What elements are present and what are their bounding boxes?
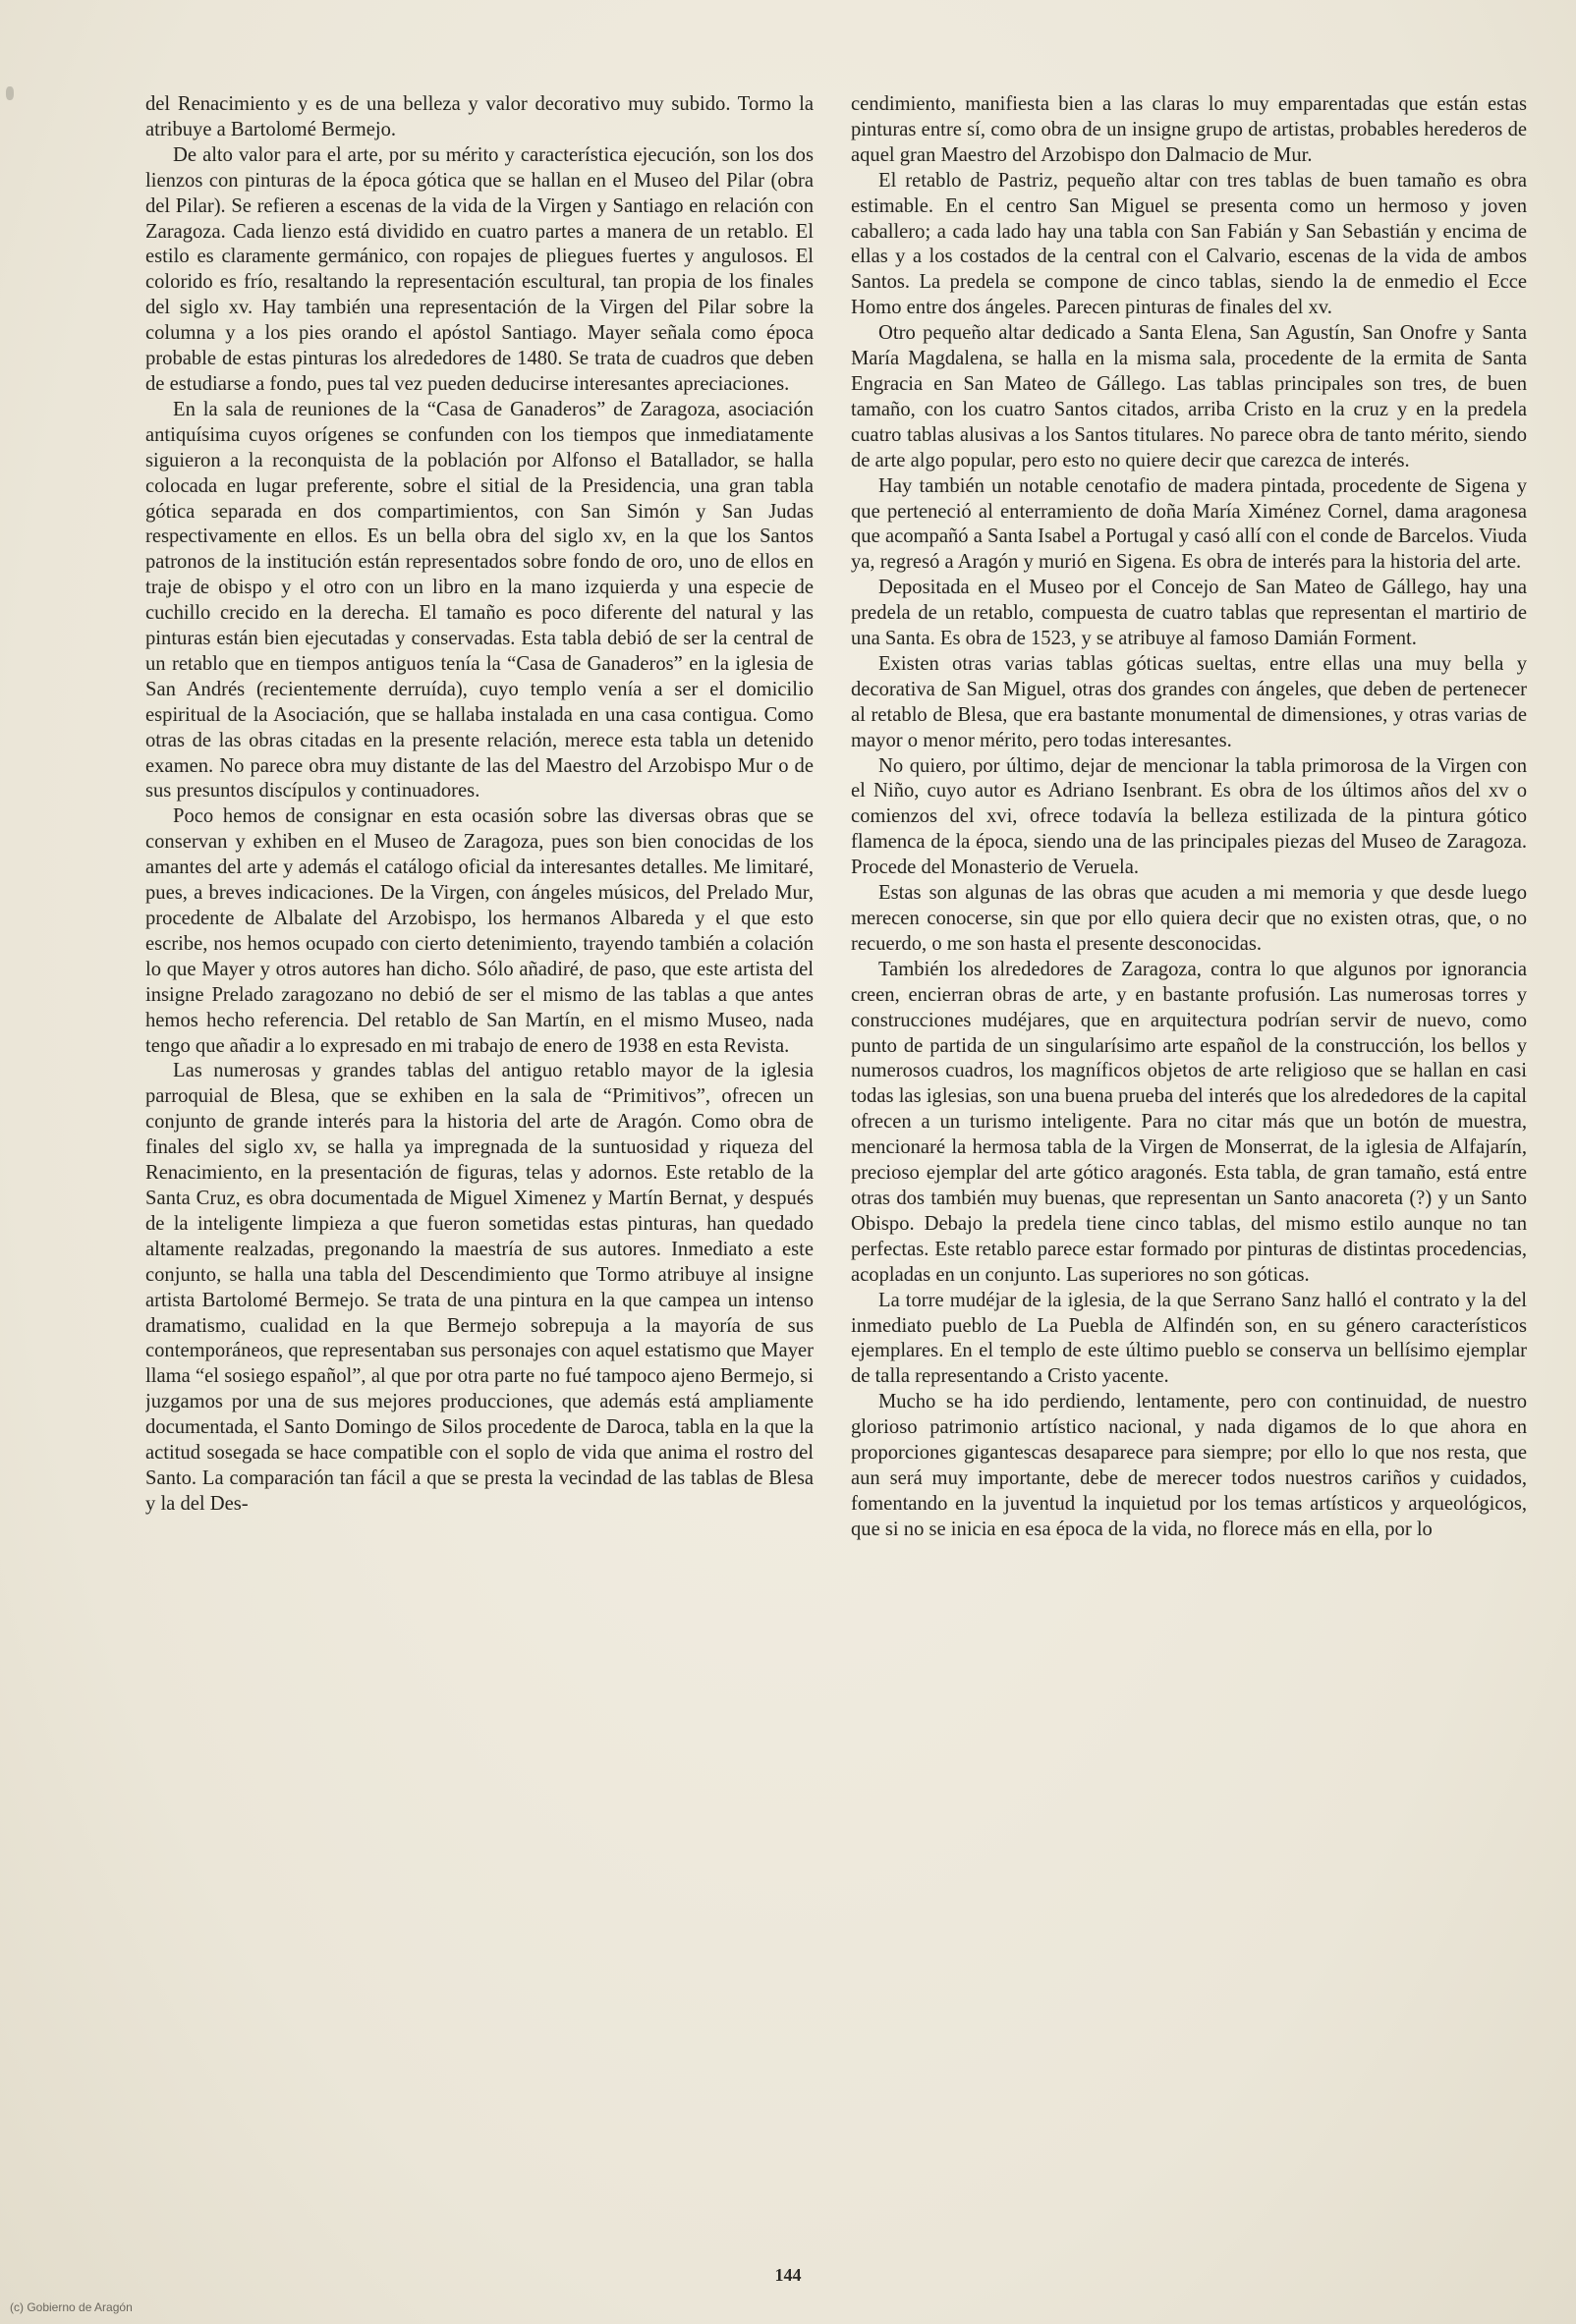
paragraph: La torre mudéjar de la iglesia, de la que Serrano Sanz halló el contrato y la del inmediato pueblo de La Puebla de Alfindén son, en su género característicos ejemplares. En el templo de este último pueblo se conserva un bellísimo ejemplar de talla representando a Cristo yacente. xyxy=(851,1289,1527,1388)
paragraph: cendimiento, manifiesta bien a las claras lo muy emparentadas que están estas pinturas entre sí, como obra de un insigne grupo de artistas, probables herederos de aquel gran Maestro del Arzobispo don Dalmacio de Mur. xyxy=(851,93,1527,166)
paragraph: del Renacimiento y es de una belleza y valor decorativo muy subido. Tormo la atribuye a Bartolomé Bermejo. xyxy=(145,93,814,140)
paragraph: Hay también un notable cenotafio de madera pintada, procedente de Sigena y que perteneció al enterramiento de doña María Ximénez Cornel, dama aragonesa que acompañó a Santa Isabel a Portugal y casó allí con el conde de Barcelos. Viuda ya, regresó a Aragón y murió en Sigena. Es obra de interés para la historia del arte. xyxy=(851,474,1527,574)
paragraph: Depositada en el Museo por el Concejo de San Mateo de Gállego, hay una predela de un retablo, compuesta de cuatro tablas que representan el martirio de una Santa. Es obra de 1523, y se atribuye al famoso Damián Forment. xyxy=(851,577,1527,650)
paragraph: Poco hemos de consignar en esta ocasión sobre las diversas obras que se conservan y exhiben en el Museo de Zaragoza, pues son bien conocidas de los amantes del arte y además el catálogo oficial da interesantes detalles. Me limitaré, pues, a breves indicaciones. De la Virgen, con ángeles músicos, del Prelado Mur, procedente de Albalate del Arzobispo, los hermanos Albareda y el que esto escribe, nos hemos ocupado con cierto detenimiento, trayendo también a colación lo que Mayer y otros autores han dicho. Sólo añadiré, de paso, que este artista del insigne Prelado zaragozano no debió de ser el mismo de las tablas a que antes hemos hecho referencia. Del retablo de San Martín, en el mismo Museo, nada tengo que añadir a lo expresado en mi trabajo de enero de 1938 en esta Revista. xyxy=(145,805,814,1057)
paragraph: También los alrededores de Zaragoza, contra lo que algunos por ignorancia creen, encierran obras de arte, y en bastante profusión. Las numerosas torres y construcciones mudéjares, que en arquitectura podrían servir de nuevo, como punto de partida de un singularísimo arte español de la construcción, los bellos y numerosos cuadros, los magníficos objetos de arte religioso que se hallan en casi todas las iglesias, son una buena prueba del interés que los alrededores de la capital ofrecen a un turismo inteligente. Para no citar más que un botón de muestra, mencionaré la hermosa tabla de la Virgen de Monserrat, de la iglesia de Alfajarín, precioso ejemplar del arte gótico aragonés. Esta tabla, de gran tamaño, está entre otras dos también muy buenas, que representan un Santo anacoreta (?) y un Santo Obispo. Debajo la predela tiene cinco tablas, del mismo estilo aunque no tan perfectas. Este retablo parece estar formado por pinturas de distintas procedencias, acopladas en un conjunto. Las superiores no son góticas. xyxy=(851,958,1527,1286)
page-number: 144 xyxy=(774,2265,802,2285)
paragraph: En la sala de reuniones de la “Casa de Ganaderos” de Zaragoza, asociación antiquísima cuyos orígenes se confunden con los tiempos que inmediatamente siguieron a la reconquista de la población por Alfonso el Batallador, se halla colocada en lugar preferente, sobre el sitial de la Presidencia, una gran tabla gótica separada en dos compartimientos, con San Simón y San Judas respectivamente en ellos. Es un bella obra del siglo xv, en la que los Santos patronos de la institución están representados sobre fondo de oro, uno de ellos en traje de obispo y el otro con un libro en la mano izquierda y una especie de cuchillo crecido en la derecha. El tamaño es poco diferente del natural y las pinturas están bien ejecutadas y conservadas. Esta tabla debió de ser la central de un retablo que en tiempos antiguos tenía la “Casa de Ganaderos” en la iglesia de San Andrés (recientemente derruída), cuyo templo venía a ser el domicilio espiritual de la Asociación, que se hallaba instalada en una casa contigua. Como otras de las obras citadas en la presente relación, merece esta tabla un detenido examen. No parece obra muy distante de las del Maestro del Arzobispo Mur o de sus presuntos discípulos y continuadores. xyxy=(145,398,814,802)
paragraph: No quiero, por último, dejar de mencionar la tabla primorosa de la Virgen con el Niño, cuyo autor es Adriano Isenbrant. Es obra de los últimos años del xv o comienzos del xvi, ofrece todavía la belleza estilizada de la pintura gótico flamenca de la época, siendo una de las principales piezas del Museo de Zaragoza. Procede del Monasterio de Veruela. xyxy=(851,754,1527,879)
paragraph: Las numerosas y grandes tablas del antiguo retablo mayor de la iglesia parroquial de Blesa, que se exhiben en la sala de “Primitivos”, ofrecen un conjunto de grande interés para la historia del arte de Aragón. Como obra de finales del siglo xv, se halla ya impregnada de la suntuosidad y riqueza del Renacimiento, en la presentación de figuras, telas y adornos. Este retablo de la Santa Cruz, es obra documentada de Miguel Ximenez y Martín Bernat, y después de la inteligente limpieza a que fueron sometidas estas pinturas, han quedado altamente realzadas, pregonando la maestría de sus autores. Inmediato a este conjunto, se halla una tabla del Descendimiento que Tormo atribuye al insigne artista Bartolomé Bermejo. Se trata de una pintura en la que campea un intenso dramatismo, cualidad en la que Bermejo sobrepuja a la mayoría de sus contemporáneos, que representaban sus personajes con aquel estatismo que Mayer llama “el sosiego español”, al que por otra parte no fué tampoco ajeno Bermejo, si juzgamos por una de sus mejores producciones, que además está ampliamente documentada, el Santo Domingo de Silos procedente de Daroca, tabla en la que la actitud sosegada se hace compatible con el soplo de vida que anima el rostro del Santo. La comparación tan fácil a que se presta la vecindad de las tablas de Blesa y la del Des- xyxy=(145,1060,814,1515)
paragraph: Mucho se ha ido perdiendo, lentamente, pero con continuidad, de nuestro glorioso patrimonio artístico nacional, y nada digamos de lo que ahora en proporciones gigantescas desaparece para siempre; por ello lo que nos resta, que aun será muy importante, debe de merecer todos nuestros cariños y cuidados, fomentando en la juventud la inquietud por los temas artísticos y arqueológicos, que si no se inicia en esa época de la vida, no florece más en ella, por lo xyxy=(851,1391,1527,1540)
scan-mark xyxy=(6,86,14,100)
paragraph: El retablo de Pastriz, pequeño altar con tres tablas de buen tamaño es obra estimable. En el centro San Miguel se presenta como un hermoso y joven caballero; a cada lado hay una tabla con San Fabián y San Sebastián y encima de ellas y a los costados de la central con el Calvario, escenas de la vida de ambos Santos. La predela se compone de cinco tablas, siendo la de enmedio el Ecce Homo entre dos ángeles. Parecen pinturas de finales del xv. xyxy=(851,169,1527,319)
copyright-notice: (c) Gobierno de Aragón xyxy=(10,2300,133,2314)
paragraph: Existen otras varias tablas góticas sueltas, entre ellas una muy bella y decorativa de San Miguel, otras dos grandes con ángeles, que deben de pertenecer al retablo de Blesa, que era bastante monumental de dimensiones, y otras varias de mayor o menor mérito, pero todas interesantes. xyxy=(851,652,1527,751)
right-column xyxy=(851,92,1527,2234)
left-column xyxy=(145,92,814,2234)
paragraph: Estas son algunas de las obras que acuden a mi memoria y que desde luego merecen conocerse, sin que por ello quiera decir que no existen otras, que, o no recuerdo, o me son hasta el presente desconocidas. xyxy=(851,882,1527,955)
paragraph: De alto valor para el arte, por su mérito y característica ejecución, son los dos lienzos con pinturas de la época gótica que se hallan en el Museo del Pilar (obra del Pilar). Se refieren a escenas de la vida de la Virgen y Santiago en relación con Zaragoza. Cada lienzo está dividido en cuatro partes a manera de un retablo. El estilo es claramente germánico, con ropajes de pliegues fuertes y angulosos. El colorido es frío, resaltando la representación escultural, tan propia de los finales del siglo xv. Hay también una representación de la Virgen del Pilar sobre la columna y a los pies orando el apóstol Santiago. Mayer señala como época probable de estas pinturas los alrededores de 1480. Se trata de cuadros que deben de estudiarse a fondo, pues tal vez pueden deducirse interesantes apreciaciones. xyxy=(145,143,814,395)
paragraph: Otro pequeño altar dedicado a Santa Elena, San Agustín, San Onofre y Santa María Magdalena, se halla en la misma sala, procedente de la ermita de Santa Engracia en San Mateo de Gállego. Las tablas principales son tres, de buen tamaño, con los cuatro Santos citados, arriba Cristo en la cruz y en la predela cuatro tablas alusivas a los Santos titulares. No parece obra de tanto mérito, siendo de arte algo popular, pero esto no quiere decir que carezca de interés. xyxy=(851,322,1527,471)
